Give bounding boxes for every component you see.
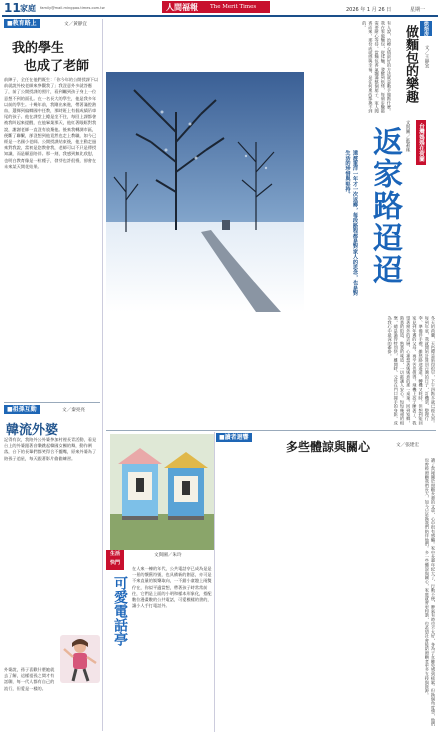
byline: 文與圖／朱玲: [154, 553, 182, 558]
section-tag-reader: [216, 433, 252, 442]
section-tag-family: [4, 405, 40, 414]
headline: 韓流外婆: [6, 423, 59, 438]
logo-english: The Merit Times: [210, 4, 257, 10]
tag-label: 祖孫互動: [12, 406, 37, 413]
phone-booth-image: [110, 434, 214, 550]
byline: [422, 21, 436, 68]
snow-road-photo: [106, 72, 304, 312]
headline: 做麵包的樂趣: [403, 25, 418, 103]
section-tag-education: [4, 19, 40, 28]
headline: 返家路迢迢: [367, 126, 402, 286]
article-body-tail: 外婆說，孫子喜歡什麼她就去了解，這樣祖孫之間才有話聊，每一代人都有自己的流行，但愛是一樣的。: [4, 667, 55, 691]
article-reader-response: [216, 432, 436, 732]
section-tag-holland: 台灣媽媽在荷蘭: [416, 120, 426, 165]
tag-label-line2: 快門: [109, 560, 120, 566]
divider: [106, 430, 436, 431]
subtitle: 遠渡重洋一年才一次返鄉，每段路程都是對家人的思念，也是對生活的珍惜與堅持。: [344, 150, 358, 296]
tag-marker-icon: ■: [7, 20, 13, 27]
issue-weekday: 星期一: [410, 7, 426, 13]
article-body: 記得有次，我陪外公外婆參加村裡長青活動，看見台上的外婆跟著音樂跳起韓國女團的舞，動作俐落，台下的長輩們都笑得合不攏嘴，原來外婆為了陪孫子追星，每天跟著影片偷偷練習。: [4, 437, 97, 461]
subtitle-box: [312, 150, 358, 300]
article-holland-header: [304, 120, 436, 312]
article-phone-booth: [106, 432, 214, 732]
tag-label: 教育路上: [12, 20, 37, 27]
article-body: 冬天的荷蘭，天色總是暗得很早，下午四點多就已經天黑。每到年底，我就開始計算回台灣的日子，訂機票、整理行李、準備伴手禮，雖然路途遙遠，轉機又耗時，但想到能回家見到年邁的父母，再辛苦也值得。飛機上孩子睡著了，我望著窗外的雲層，心裡想著媽媽煮的那一桌菜。回到家鄉，熟悉的街道、熟悉的味道，一切都讓人安心。短短幾週的相聚，總是過得特別快，離開時，父母在門口揮手的身影，成為我心中最深的牽掛。: [387, 316, 436, 425]
article-body: 前陣子，全任在他們既生：「你今年的公開授課下以前就說外校老師來參觀我了」我沒意外多就答應了，前了公開授課的照片，看到曬到孩子身上一位意想不到的面孔。在一名長大的學生，他是我多年以前的學生。十幾年前，我剛出來進，帶著滿腔熱血，選擇到偏鄉國中任教，那時班上有個成績吊車尾的孩子。他在課堂上總是坐不住，每回上課都會被我叫起來提醒，在他畢業那天，他紅著眼眶對我說，謝謝老師一直沒有放棄他。後來我轉調市區，便斷了聯繫，卻沒想到他竟然也走上教職，如今已經是一名國小老師。公開授課結束後，他主動走過來對我說，當初是您教會我，老師可以不只是傳授知識，而是願意陪伴。那一刻，我感到無比欣慰，也明白教育像是一粒種子，發芽也許很慢，卻會在未來某天開花結果。: [4, 77, 99, 169]
masthead: [0, 0, 440, 16]
logo-chinese: 人間福報: [166, 2, 198, 12]
issue-date: 2026 年 1 月 26 日: [346, 7, 392, 13]
masthead-logo: [162, 1, 270, 13]
tag-label-line1: 生活: [109, 551, 120, 557]
snow-landscape-image: [106, 72, 304, 312]
headline: 多些體諒與關心: [286, 440, 371, 454]
byline: 文／黃靜宜: [64, 22, 87, 27]
article-body: 有人說，治療心情最好的方法就是動手做點什麼。我在家做麵包，從揉麵、發酵到烘烤，每個步驟都需要耐心等待，當麵包香氣飄滿整個屋子，家人聞香而來，那份成就感與幸福，是任何東西都換不到的。: [362, 21, 392, 114]
article-teacher: [4, 19, 100, 399]
article-body: 在人來一棟的年代，公共電話亭已成為是是一景的懷舊符號，也具備新的創意，亦可是不來直量的娛樂取向，一不錯小童趣上兩雙佇在，你似平適當想，帶著孩子時常常前往，它們是上面的小明和樣本形象化，搭配數位漫畫數的公共電話，可愛模樣的書的，讓小人手打電話外。: [132, 566, 212, 609]
dancer-icon: [60, 635, 100, 683]
byline: 文／張建宏: [396, 443, 419, 448]
article-body: 讀了貴報關於照顧長輩的文章，心中很有感觸。家中長輩年紀大了，行動不便，脾氣有時也不太好，身為子女難免感到疲累。但換個角度想，他們也曾經照顧我們長大，如今只是換我們陪伴他們。多一些體諒與關心，家庭就會更和諧，也希望社會能給照顧者更多支持與資源。: [424, 458, 436, 727]
article-body-vertical: [216, 458, 436, 728]
page-number: 11: [4, 1, 21, 15]
headline-line2: 也成了老師: [24, 59, 90, 74]
article-korean-grandma: [4, 405, 100, 731]
phone-booth-photo: [110, 434, 214, 550]
section-name: 家庭: [20, 4, 36, 13]
section-tag-bakery: 烘焙房: [420, 21, 432, 36]
kpop-illustration: [60, 635, 100, 683]
life-shutter-tag: [106, 550, 124, 570]
masthead-rule: [2, 15, 438, 17]
column-divider: [102, 19, 103, 731]
tag-marker-icon: ■: [219, 434, 225, 441]
section-email: family@mail.mingpao.times.com.tw: [40, 6, 105, 10]
headline-line1: 我的學生: [12, 41, 65, 56]
column-divider: [214, 432, 215, 732]
byline: 文／秦亮亮: [62, 408, 85, 413]
byline: 文與圖／藍莉珠: [405, 120, 410, 153]
headline: 可愛電話亭: [112, 576, 128, 646]
byline-name: 文／王靜宜: [424, 45, 429, 69]
article-holland-body: [106, 316, 436, 428]
tag-label: 讀者迴響: [224, 434, 249, 441]
tag-marker-icon: ■: [7, 406, 13, 413]
divider: [4, 402, 100, 403]
